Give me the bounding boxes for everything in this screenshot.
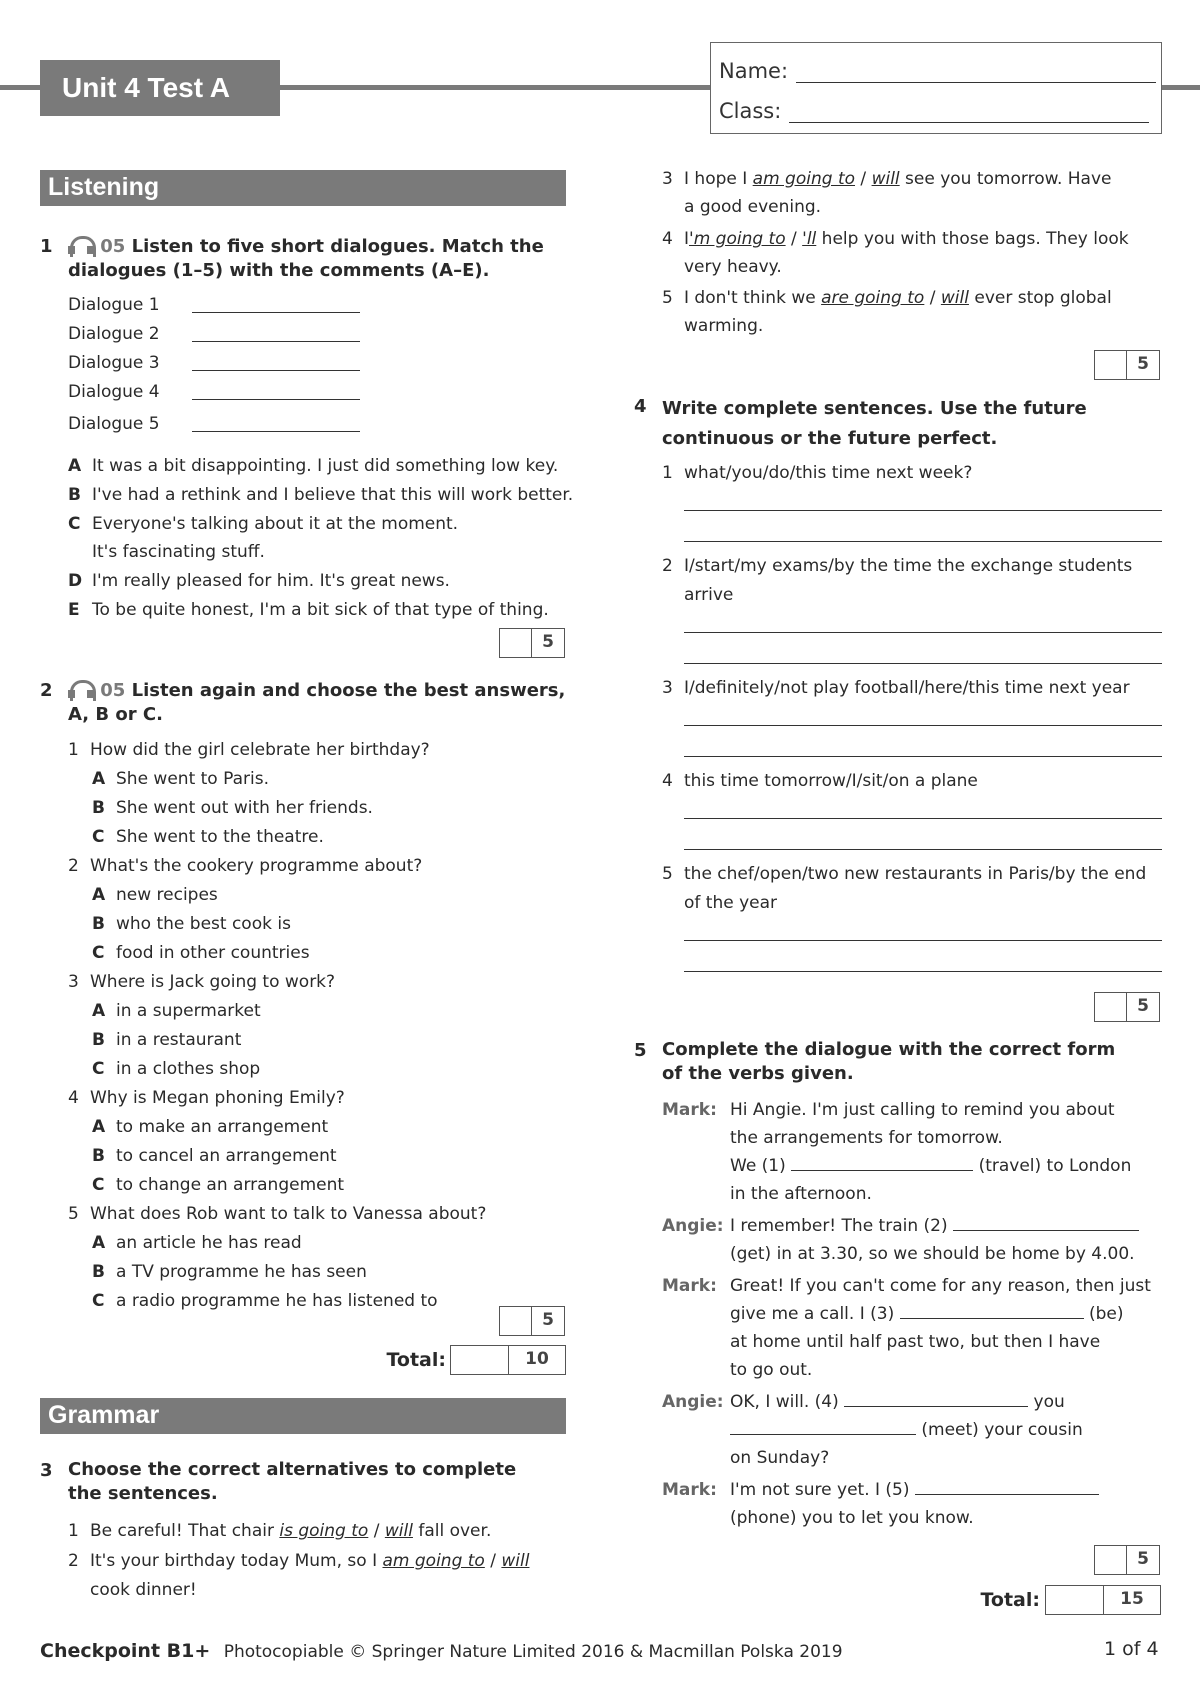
q5-blank-4b[interactable] xyxy=(730,1417,916,1435)
q4-answer-line[interactable] xyxy=(684,510,1162,511)
total-input[interactable] xyxy=(1046,1586,1104,1614)
q4-answer-line[interactable] xyxy=(684,940,1162,941)
q3-sentence-cont: cook dinner! xyxy=(90,1580,197,1600)
q1-instruction xyxy=(68,234,544,283)
q3-option[interactable]: will xyxy=(384,1521,413,1541)
q2-option[interactable]: C to change an arrangement xyxy=(92,1175,345,1195)
q3-sentence: 4 I'm going to / 'll help you with those bags. They look xyxy=(662,229,1129,249)
q1-comment: C Everyone's talking about it at the moment. xyxy=(68,514,459,534)
score-input[interactable] xyxy=(500,1307,532,1335)
q5-instruction-line2: of the verbs given. xyxy=(662,1063,854,1084)
q3-option[interactable]: 'm going to xyxy=(689,229,786,249)
q2-option[interactable]: A She went to Paris. xyxy=(92,769,269,789)
q2-option[interactable]: B a TV programme he has seen xyxy=(92,1262,367,1282)
q2-question: 5 What does Rob want to talk to Vanessa about? xyxy=(68,1204,487,1224)
q5-instruction-line1: Complete the dialogue with the correct form xyxy=(662,1039,1116,1060)
grammar-total-max: 15 xyxy=(1120,1589,1144,1609)
unit-title: Unit 4 Test A xyxy=(40,60,280,116)
q1-dialogue-label: Dialogue 5 xyxy=(68,414,160,434)
q3-sentence: 1 Be careful! That chair is going to / will fall over. xyxy=(68,1521,492,1541)
q2-question: 2 What's the cookery programme about? xyxy=(68,856,423,876)
q1-answer-field[interactable] xyxy=(192,431,360,432)
name-label: Name: xyxy=(719,59,789,83)
speaker-mark: Mark: xyxy=(662,1276,717,1296)
q3-sentence-cont: warming. xyxy=(684,316,764,336)
q4-prompt-cont: arrive xyxy=(684,585,734,605)
q3-option[interactable]: will xyxy=(501,1551,530,1571)
q5-blank-5[interactable] xyxy=(915,1477,1099,1495)
page-number: 1 of 4 xyxy=(1104,1638,1159,1660)
score-input[interactable] xyxy=(1095,351,1127,379)
q1-score-box xyxy=(499,628,565,658)
q5-blank-2[interactable] xyxy=(953,1213,1139,1231)
dialogue-line: on Sunday? xyxy=(730,1448,830,1468)
speaker-mark: Mark: xyxy=(662,1480,717,1500)
q2-option[interactable]: B in a restaurant xyxy=(92,1030,242,1050)
q3-sentence-cont: very heavy. xyxy=(684,257,782,277)
name-field[interactable] xyxy=(796,61,1156,83)
q4-instruction xyxy=(662,394,1087,454)
q2-option[interactable]: C food in other countries xyxy=(92,943,310,963)
section-grammar: Grammar xyxy=(40,1398,566,1434)
grammar-total-label: Total: xyxy=(980,1589,1040,1611)
footer-copyright: Photocopiable © Springer Nature Limited 2016 & Macmillan Polska 2019 xyxy=(223,1642,843,1662)
q2-score-max: 5 xyxy=(542,1310,554,1330)
q3-instruction-line2: the sentences. xyxy=(68,1483,218,1504)
q2-option[interactable]: B who the best cook is xyxy=(92,914,291,934)
section-listening: Listening xyxy=(40,170,566,206)
dialogue-line: at home until half past two, but then I have xyxy=(730,1332,1101,1352)
q3-score-max: 5 xyxy=(1137,354,1149,374)
q2-track: 05 xyxy=(100,680,126,701)
q2-option[interactable]: C a radio programme he has listened to xyxy=(92,1291,438,1311)
footer xyxy=(40,1640,843,1662)
q5-instruction xyxy=(662,1038,1115,1086)
q1-comment: D I'm really pleased for him. It's great news. xyxy=(68,571,450,591)
q1-answer-field[interactable] xyxy=(192,370,360,371)
q5-blank-3[interactable] xyxy=(900,1301,1084,1319)
q1-comment: It's fascinating stuff. xyxy=(92,542,265,562)
q5-score-max: 5 xyxy=(1137,1549,1149,1569)
q4-answer-line[interactable] xyxy=(684,632,1162,633)
header-rule-right xyxy=(1160,85,1200,90)
speaker-angie: Angie: xyxy=(662,1216,724,1236)
speaker-angie: Angie: xyxy=(662,1392,724,1412)
q1-comment: A It was a bit disappointing. I just did something low key. xyxy=(68,456,559,476)
name-row xyxy=(719,59,1156,83)
listening-total-max: 10 xyxy=(525,1349,549,1369)
name-class-box xyxy=(710,42,1162,134)
q3-instruction xyxy=(68,1458,516,1506)
dialogue-line: We (1) (travel) to London xyxy=(730,1153,1131,1180)
q1-instruction-line2: dialogues (1–5) with the comments (A–E). xyxy=(68,260,490,281)
dialogue-line: give me a call. I (3) (be) xyxy=(730,1301,1124,1328)
q2-option[interactable]: A an article he has read xyxy=(92,1233,302,1253)
dialogue-line: I'm not sure yet. I (5) xyxy=(730,1477,1099,1504)
q3-sentence: 3 I hope I am going to / will see you tomorrow. Have xyxy=(662,169,1112,189)
q3-option[interactable]: am going to xyxy=(752,169,856,189)
class-label: Class: xyxy=(719,99,782,123)
dialogue-line: in the afternoon. xyxy=(730,1184,872,1204)
q1-track: 05 xyxy=(100,236,126,257)
q3-sentence: 5 I don't think we are going to / will ever stop global xyxy=(662,288,1112,308)
q2-option[interactable]: A in a supermarket xyxy=(92,1001,261,1021)
q4-answer-line[interactable] xyxy=(684,971,1162,972)
q4-score-box xyxy=(1094,992,1160,1022)
q4-answer-line[interactable] xyxy=(684,818,1162,819)
q3-number: 3 xyxy=(40,1460,53,1481)
q3-option[interactable]: are going to xyxy=(821,288,925,308)
dialogue-line: Great! If you can't come for any reason, then just xyxy=(730,1276,1151,1296)
q3-option[interactable]: will xyxy=(940,288,969,308)
q5-blank-4a[interactable] xyxy=(844,1389,1028,1407)
q4-prompt: 3 I/definitely/not play football/here/this time next year xyxy=(662,678,1130,698)
q3-sentence-cont: a good evening. xyxy=(684,197,822,217)
score-input[interactable] xyxy=(500,629,532,657)
q3-option[interactable]: is going to xyxy=(279,1521,369,1541)
q1-instruction-line1: Listen to five short dialogues. Match the xyxy=(131,236,544,257)
q3-option[interactable]: 'll xyxy=(802,229,817,249)
q1-answer-field[interactable] xyxy=(192,341,360,342)
q1-comment: B I've had a rethink and I believe that this will work better. xyxy=(68,485,574,505)
headphones-icon xyxy=(68,678,94,698)
q2-number: 2 xyxy=(40,680,53,701)
total-input[interactable] xyxy=(451,1346,509,1374)
q1-answer-field[interactable] xyxy=(192,399,360,400)
q2-question: 1 How did the girl celebrate her birthday? xyxy=(68,740,430,760)
q2-option[interactable]: C in a clothes shop xyxy=(92,1059,261,1079)
q4-answer-line[interactable] xyxy=(684,663,1162,664)
q1-comment: E To be quite honest, I'm a bit sick of that type of thing. xyxy=(68,600,549,620)
dialogue-line: the arrangements for tomorrow. xyxy=(730,1128,1003,1148)
q3-score-box xyxy=(1094,350,1160,380)
q3-option[interactable]: am going to xyxy=(382,1551,485,1571)
q1-dialogue-label: Dialogue 3 xyxy=(68,353,160,373)
q4-score-max: 5 xyxy=(1137,996,1149,1016)
q2-option[interactable]: A new recipes xyxy=(92,885,218,905)
q2-question: 4 Why is Megan phoning Emily? xyxy=(68,1088,345,1108)
q2-instruction xyxy=(68,678,565,727)
q4-instruction-line2: continuous or the future perfect. xyxy=(662,428,998,449)
q5-score-box xyxy=(1094,1545,1160,1575)
listening-total-box xyxy=(450,1345,566,1375)
q1-dialogue-label: Dialogue 4 xyxy=(68,382,160,402)
q2-option[interactable]: A to make an arrangement xyxy=(92,1117,329,1137)
q1-dialogue-label: Dialogue 2 xyxy=(68,324,160,344)
q2-instruction-line2: A, B or C. xyxy=(68,704,163,725)
q1-answer-field[interactable] xyxy=(192,312,360,313)
q1-dialogue-label: Dialogue 1 xyxy=(68,295,160,315)
q4-prompt: 1 what/you/do/this time next week? xyxy=(662,463,973,483)
score-input[interactable] xyxy=(1095,993,1127,1021)
dialogue-line: (phone) you to let you know. xyxy=(730,1508,974,1528)
listening-total-label: Total: xyxy=(386,1349,446,1371)
q5-number: 5 xyxy=(634,1040,647,1061)
q4-number: 4 xyxy=(634,396,647,417)
q1-score-max: 5 xyxy=(542,632,554,652)
q2-option[interactable]: B She went out with her friends. xyxy=(92,798,373,818)
q4-answer-line[interactable] xyxy=(684,849,1162,850)
dialogue-line: (get) in at 3.30, so we should be home by 4.00. xyxy=(730,1244,1135,1264)
dialogue-line: OK, I will. (4) you xyxy=(730,1389,1065,1416)
q4-answer-line[interactable] xyxy=(684,725,1162,726)
dialogue-line: I remember! The train (2) xyxy=(730,1213,1139,1240)
q4-prompt-cont: of the year xyxy=(684,893,778,913)
q1-number: 1 xyxy=(40,236,53,257)
q2-question: 3 Where is Jack going to work? xyxy=(68,972,336,992)
q2-instruction-line1: Listen again and choose the best answers, xyxy=(131,680,566,701)
dialogue-line: (meet) your cousin xyxy=(730,1417,1083,1444)
q4-prompt: 5 the chef/open/two new restaurants in Paris/by the end xyxy=(662,864,1147,884)
dialogue-line: to go out. xyxy=(730,1360,813,1380)
headphones-icon xyxy=(68,234,94,254)
dialogue-line: Hi Angie. I'm just calling to remind you about xyxy=(730,1100,1115,1120)
score-input[interactable] xyxy=(1095,1546,1127,1574)
q4-instruction-line1: Write complete sentences. Use the future xyxy=(662,398,1087,419)
q2-score-box xyxy=(499,1306,565,1336)
grammar-total-box xyxy=(1045,1585,1161,1615)
class-row xyxy=(719,99,1149,123)
footer-brand: Checkpoint B1+ xyxy=(40,1640,211,1662)
q4-prompt: 4 this time tomorrow/I/sit/on a plane xyxy=(662,771,978,791)
q4-answer-line[interactable] xyxy=(684,756,1162,757)
q4-prompt: 2 I/start/my exams/by the time the exchange students xyxy=(662,556,1133,576)
q2-option[interactable]: C She went to the theatre. xyxy=(92,827,324,847)
q3-instruction-line1: Choose the correct alternatives to complete xyxy=(68,1459,517,1480)
speaker-mark: Mark: xyxy=(662,1100,717,1120)
q3-sentence: 2 It's your birthday today Mum, so I am going to / will xyxy=(68,1551,530,1571)
class-field[interactable] xyxy=(789,101,1149,123)
q5-blank-1[interactable] xyxy=(791,1153,973,1171)
q4-answer-line[interactable] xyxy=(684,541,1162,542)
q2-option[interactable]: B to cancel an arrangement xyxy=(92,1146,337,1166)
q3-option[interactable]: will xyxy=(871,169,900,189)
